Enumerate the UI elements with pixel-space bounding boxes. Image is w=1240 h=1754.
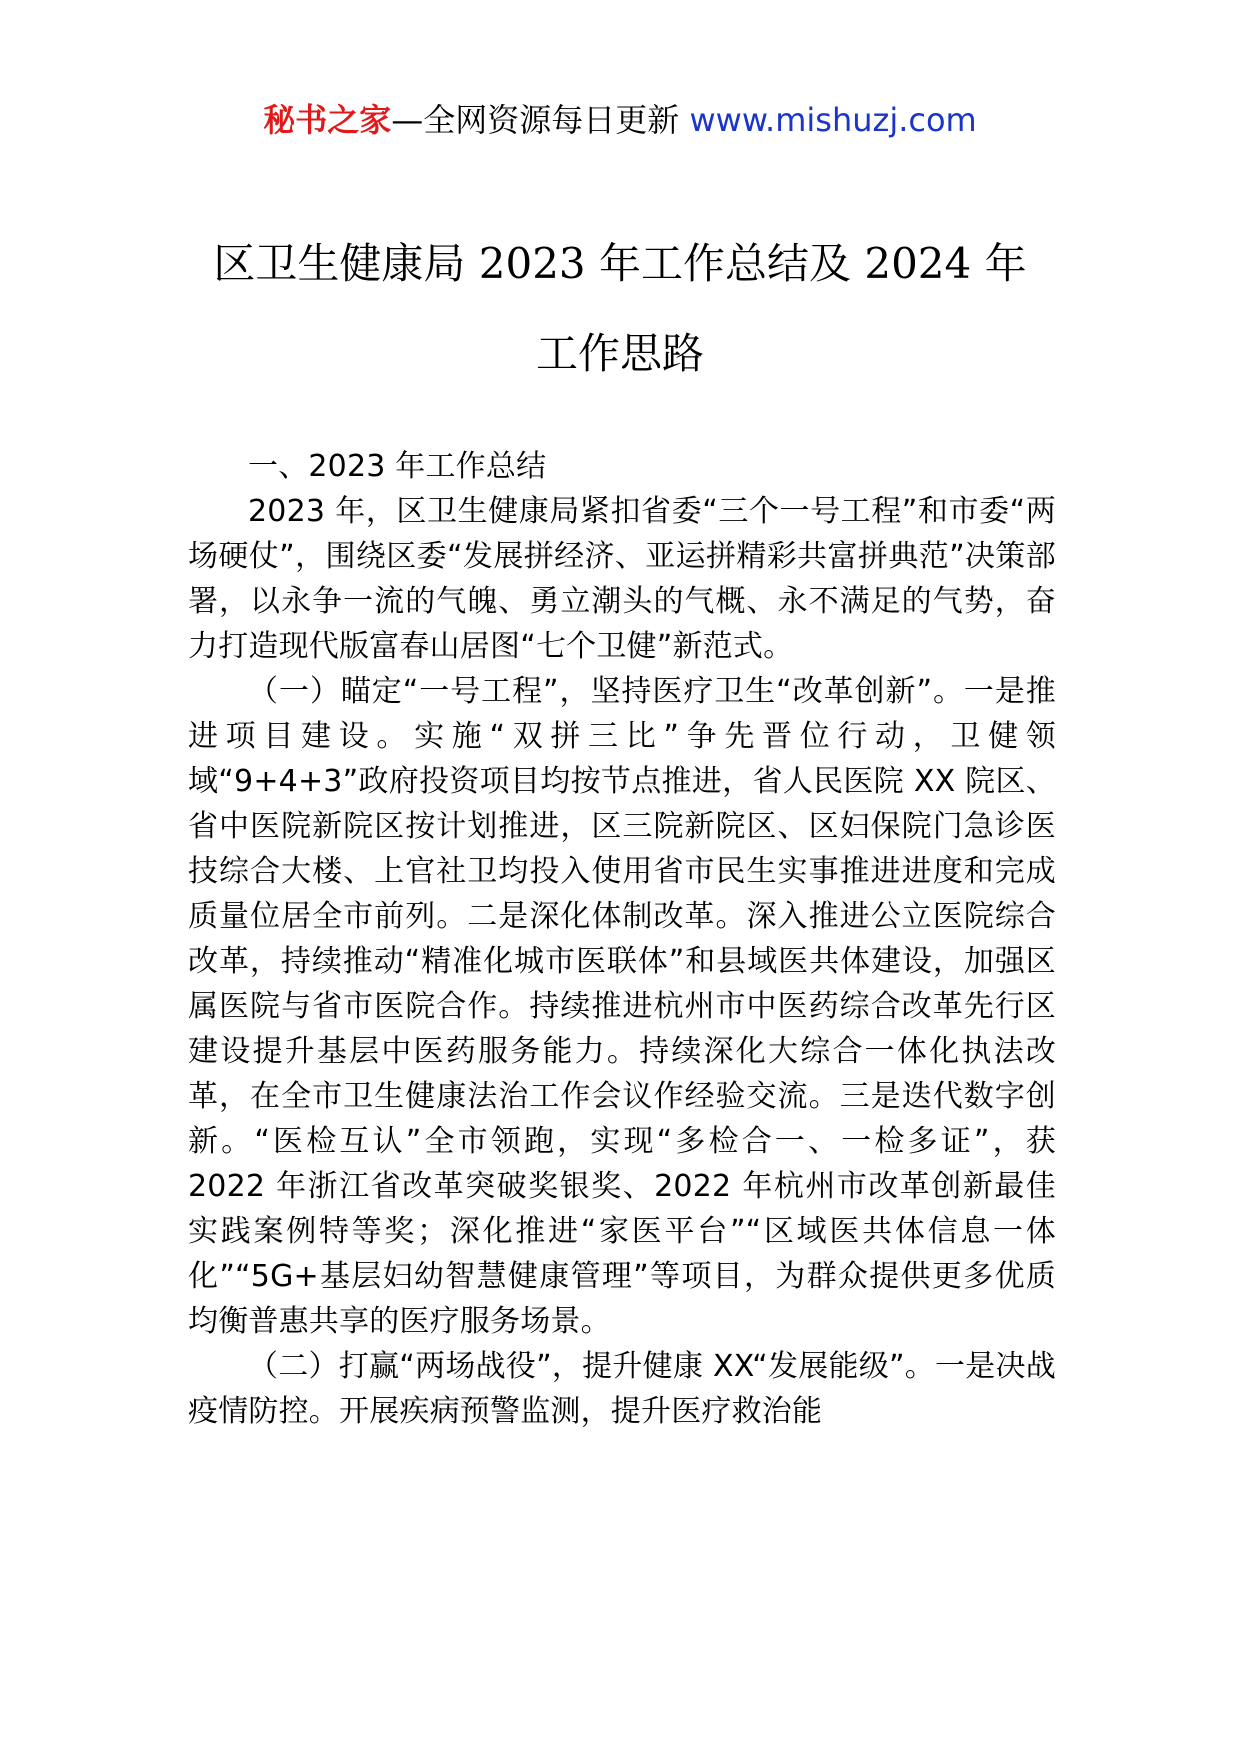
section-heading: 一、2023 年工作总结	[248, 449, 547, 484]
site-url-link[interactable]: www.mishuzj.com	[689, 101, 977, 139]
document-title-line-2: 工作思路	[535, 329, 704, 378]
paragraph-part-1: （一）瞄定“一号工程”，坚持医疗卫生“改革创新”。一是推进项目建设。实施“双拼三比”争先晋位行动，卫健领域“9+4+3”政府投资项目均按节点推进，省人民医院 XX 院区、省中医院新院区按计划推进，区三院新院区、区妇保院门急诊医技综合大楼、上官社卫均投入使用省市民生实事推进进度和完成质量位居全市前列。二是深化体制改革。深入推进公立医院综合改革，持续推动“精准化城市医联体”和县域医共体建设，加强区属医院与省市医院合作。持续推进杭州市中医药综合改革先行区建设提升基层中医药服务能力。持续深化大综合一体化执法改革，在全市卫生健康法治工作会议作经验交流。三是迭代数字创新。“医检互认”全市领跑，实现“多检合一、一检多证”，获 2022 年浙江省改革突破奖银奖、2022 年杭州市改革创新最佳实践案例特等奖；深化推进“家医平台”“区域医共体信息一体化”“5G+基层妇幼智慧健康管理”等项目，为群众提供更多优质均衡普惠共享的医疗服务场景。	[188, 674, 1056, 1339]
paragraph-part-2: （二）打赢“两场战役”，提升健康 XX“发展能级”。一是决战疫情防控。开展疾病预警监测，提升医疗救治能	[188, 1349, 1056, 1429]
site-brand: 秘书之家	[263, 101, 392, 139]
site-banner	[0, 100, 1240, 140]
document-title-line-1: 区卫生健康局 2023 年工作总结及 2024 年	[213, 239, 1027, 288]
document-body	[188, 444, 1056, 1434]
site-tagline: —全网资源每日更新	[391, 101, 680, 139]
intro-paragraph: 2023 年，区卫生健康局紧扣省委“三个一号工程”和市委“两场硬仗”，围绕区委“发展拼经济、亚运拼精彩共富拼典范”决策部署，以永争一流的气魄、勇立潮头的气概、永不满足的气势，奋力打造现代版富春山居图“七个卫健”新范式。	[188, 494, 1056, 664]
